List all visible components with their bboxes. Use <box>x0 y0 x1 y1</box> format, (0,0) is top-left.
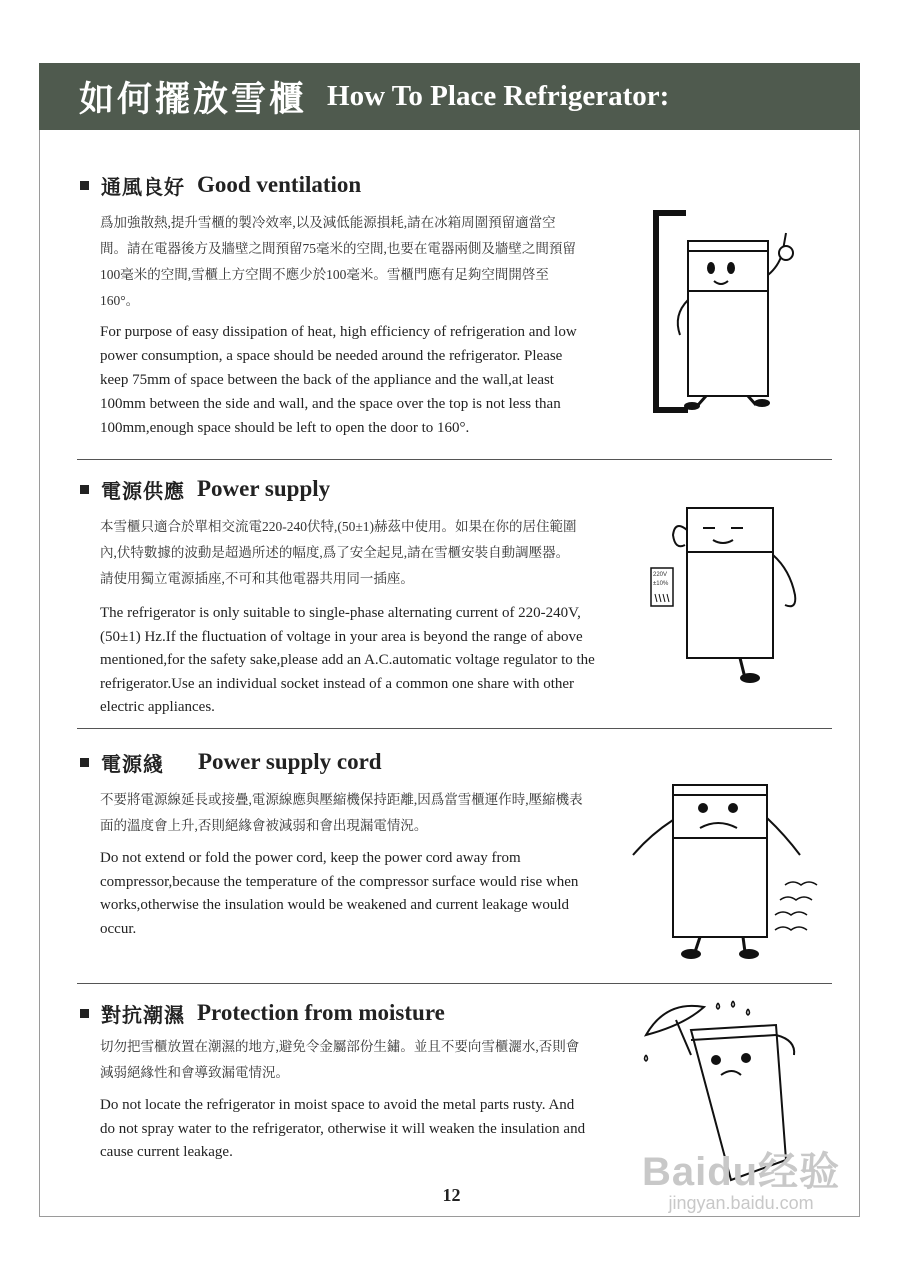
section-title <box>80 170 612 200</box>
section-title <box>80 998 612 1028</box>
section-title-en: Power supply cord <box>198 749 382 774</box>
section-ventilation <box>80 170 612 440</box>
section-title <box>80 747 612 777</box>
header-title-cn: 如何擺放雪櫃 <box>79 79 308 119</box>
section-text-en: Do not locate the refrigerator in moist space to avoid the metal parts rusty. And do not spray water to the refrigerator, otherwise it will weaken the insulation and cause current leakage. <box>100 1097 586 1160</box>
section-title-cn: 電源綫 <box>101 753 164 776</box>
section-power-supply <box>80 474 612 720</box>
watermark-url: jingyan.baidu.com <box>668 1193 814 1213</box>
meter-tolerance-label: ±10% <box>653 581 669 587</box>
section-divider <box>77 983 832 984</box>
section-text-en: The refrigerator is only suitable to single-phase alternating current of 220-240V, (50±1) Hz.If the fluctuation of voltage in your area is beyond the range of above mentioned,for the safety sake,please add an A.C.automatic voltage regulator to the refrigerator.Use an individual socket instead of a common one share with other electric appliances. <box>100 605 595 715</box>
header-title-en: How To Place Refrigerator: <box>327 80 670 112</box>
section-title-en: Power supply <box>197 476 331 501</box>
section-title <box>80 474 612 504</box>
section-title-en: Protection from moisture <box>197 1000 445 1025</box>
watermark <box>642 1140 840 1214</box>
fridge-power-illustration <box>645 500 805 690</box>
bullet-icon <box>80 485 89 494</box>
section-text-en: Do not extend or fold the power cord, keep the power cord away from compressor,because the temperature of the compressor surface would rise when works,otherwise the insulation would be weakened and current leakage would occur. <box>100 850 579 937</box>
fridge-ventilation-illustration <box>648 205 798 415</box>
fridge-drawing <box>645 500 805 690</box>
section-text-cn: 不要將電源線延長或接疊,電源線應與壓縮機保持距離,因爲當雪櫃運作時,壓縮機表面的溫度會上升,否則絕緣會被減弱和會出現漏電情況。 <box>100 792 583 833</box>
section-text-cn: 本雪櫃只適合於單相交流電220-240伏特,(50±1)赫茲中使用。如果在你的居住範圍內,伏特數據的波動是超過所述的幅度,爲了安全起見,請在雪櫃安裝自動調壓器。請使用獨立電源插座,不可和其他電器共用同一插座。 <box>100 519 577 586</box>
section-title-cn: 通風良好 <box>101 176 185 199</box>
page-header <box>39 63 860 130</box>
section-divider <box>77 728 832 729</box>
meter-voltage-label: 220V <box>653 572 668 578</box>
section-title-en: Good ventilation <box>197 172 362 197</box>
section-text-en: For purpose of easy dissipation of heat, high efficiency of refrigeration and low power consumption, a space should be needed around the refrigerator. Please keep 75mm of space between the back of the appliance and the wall,at least 100mm between the side and wall, and the space over the top is not less than 100mm,enough space should be left to open the door to 160°. <box>100 324 577 436</box>
section-divider <box>77 459 832 460</box>
section-text-cn: 爲加強散熱,提升雪櫃的製冷效率,以及減低能源損耗,請在冰箱周圍預留適當空間。請在電器後方及牆壁之間預留75毫米的空間,也要在電器兩側及牆壁之間預留100毫米的空間,雪櫃上方空間不應少於100毫米。雪櫃門應有足夠空間開啓至160°。 <box>100 215 576 308</box>
section-moisture <box>80 998 612 1165</box>
page-number: 12 <box>442 1185 461 1205</box>
section-title-cn: 電源供應 <box>101 480 185 503</box>
bullet-icon <box>80 181 89 190</box>
section-title-cn: 對抗潮濕 <box>101 1004 185 1027</box>
section-text-cn: 切勿把雪櫃放置在潮濕的地方,避免令金屬部份生鏽。並且不要向雪櫃灑水,否則會減弱絕緣性和會導致漏電情況。 <box>100 1039 580 1080</box>
bullet-icon <box>80 758 89 767</box>
watermark-logo: Baidu经验 <box>642 1150 841 1194</box>
section-power-cord <box>80 747 612 941</box>
fridge-cord-illustration <box>625 780 825 965</box>
bullet-icon <box>80 1009 89 1018</box>
